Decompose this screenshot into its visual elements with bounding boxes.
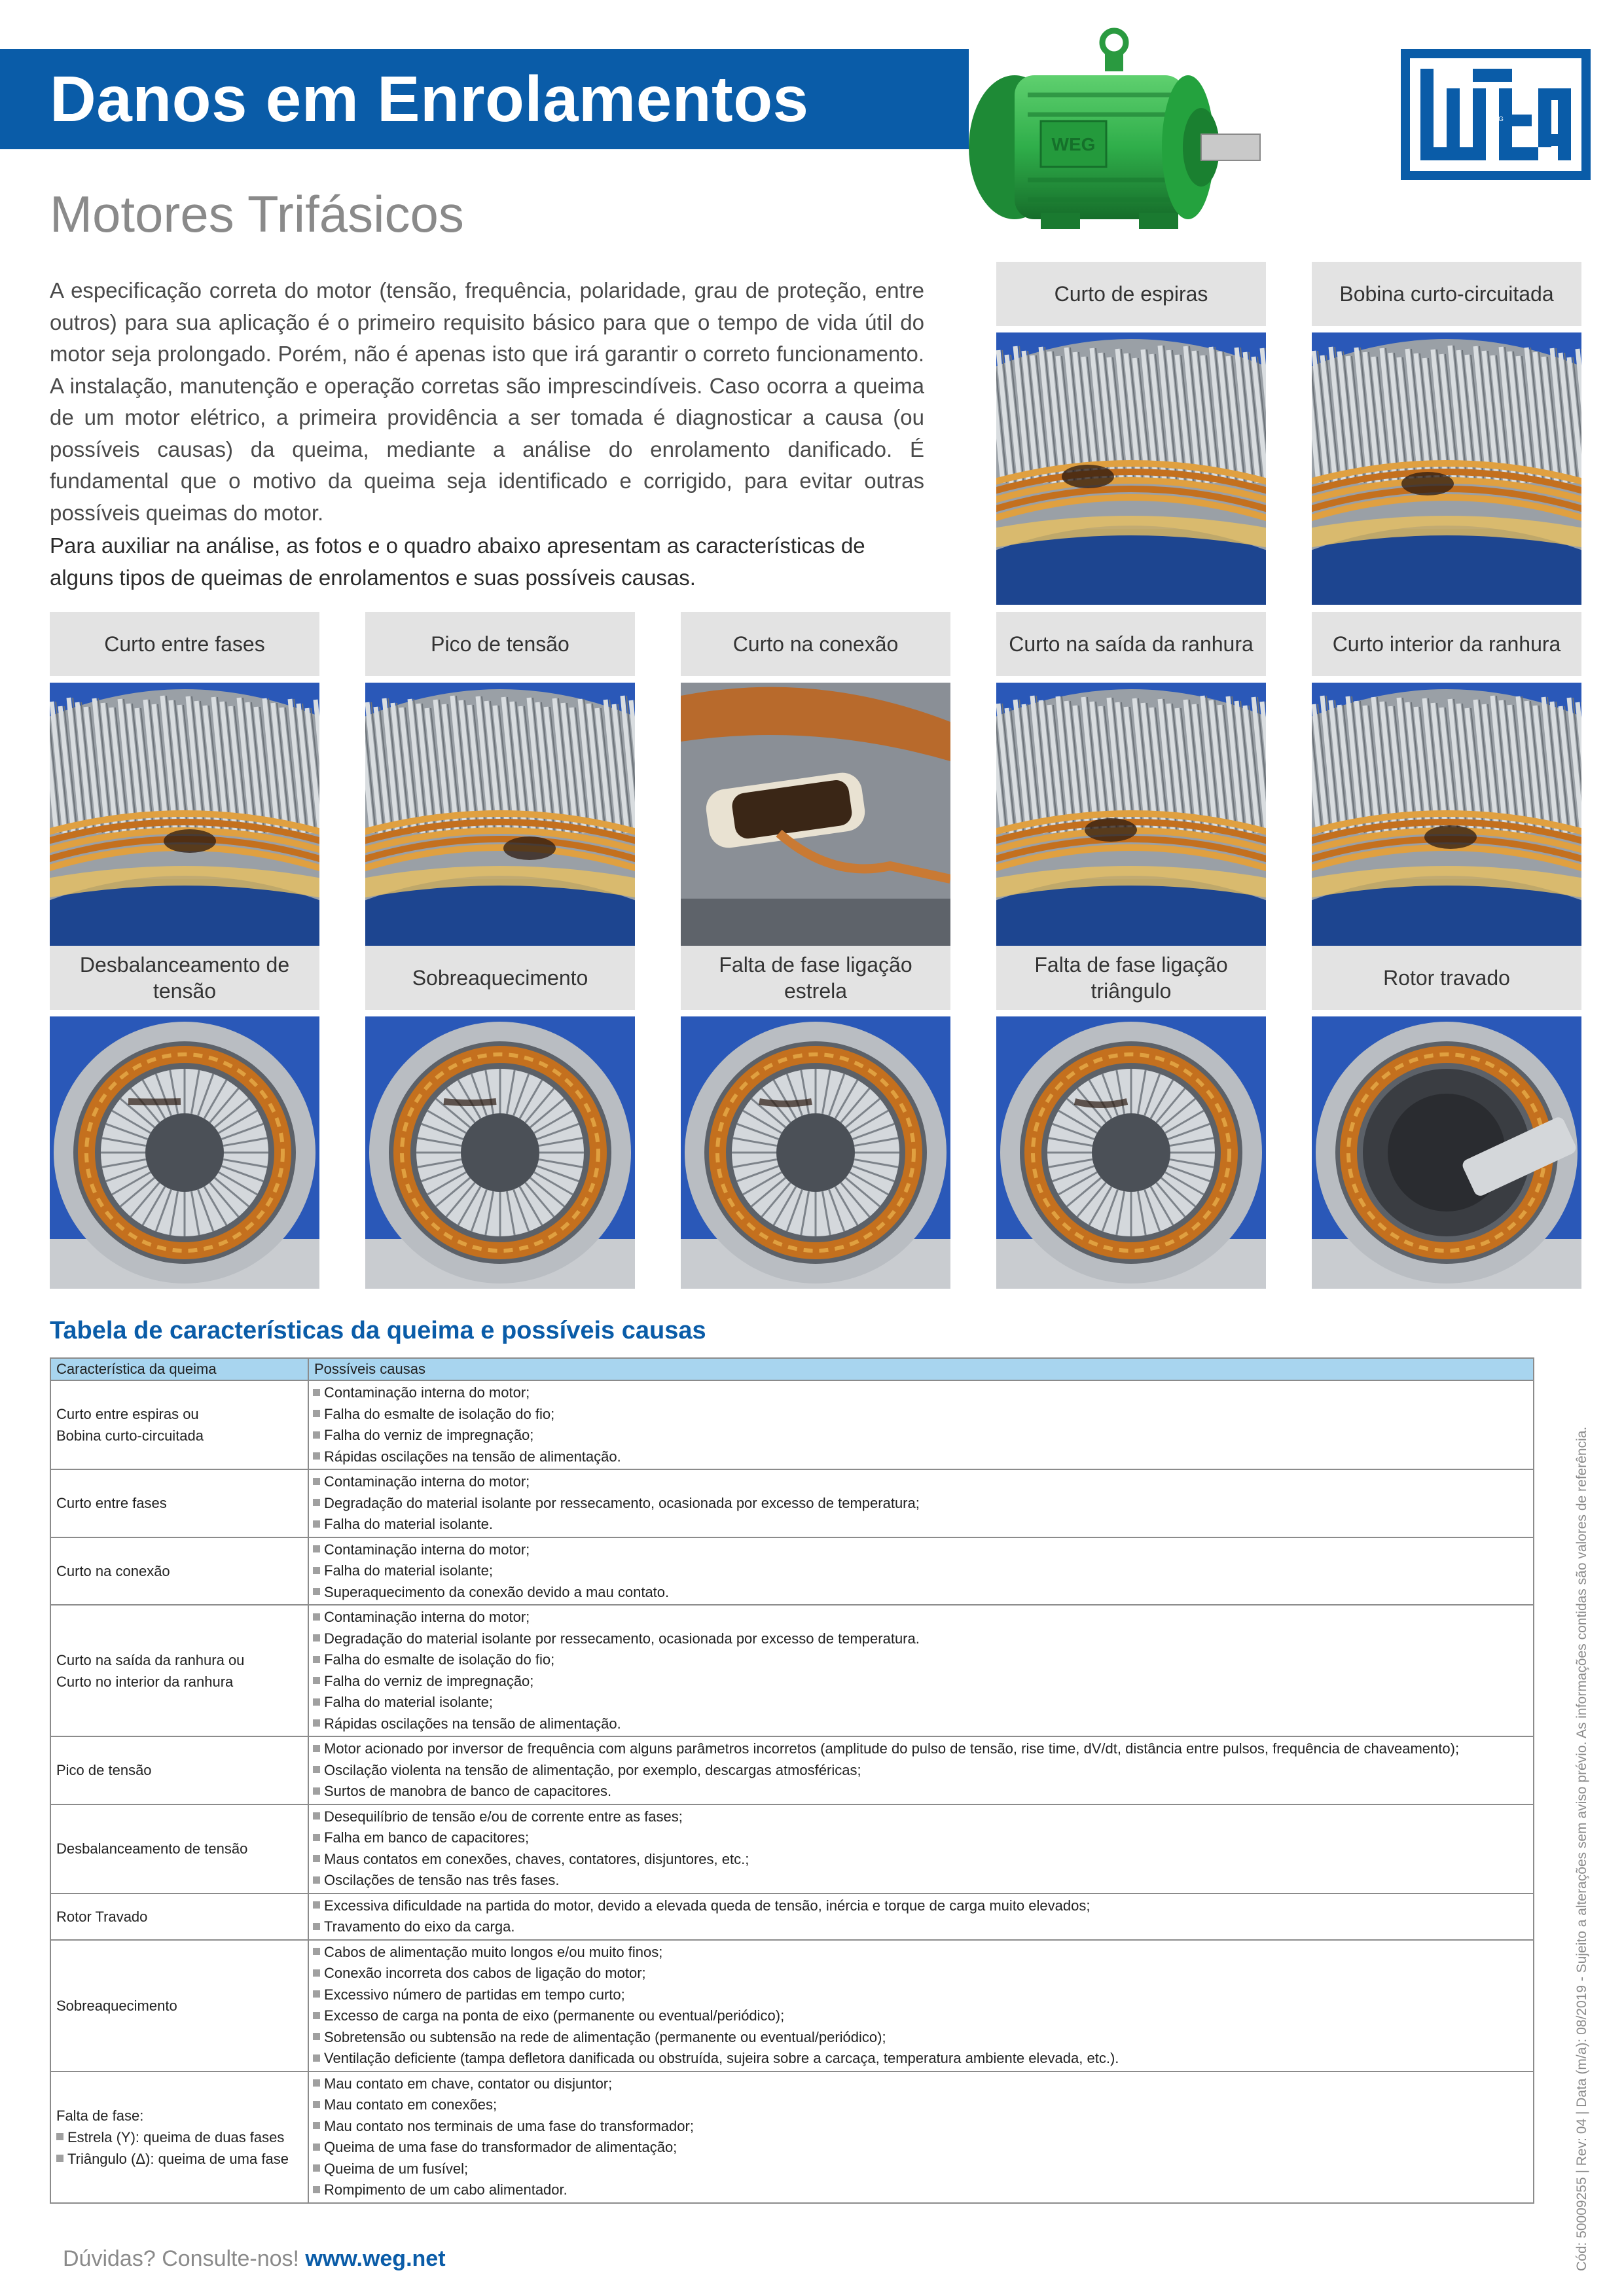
possible-causes-cell xyxy=(308,2072,1534,2203)
bullet-square-icon xyxy=(56,2155,63,2162)
table-row xyxy=(50,1469,1534,1537)
page-title: Danos em Enrolamentos xyxy=(50,63,809,135)
burn-feature-cell xyxy=(50,1605,308,1736)
bullet-square-icon xyxy=(313,1410,320,1417)
photo-tile xyxy=(681,946,950,1289)
cause-list-item: Contaminação interna do motor; xyxy=(313,1607,1529,1628)
table-row xyxy=(50,1605,1534,1736)
bullet-square-icon xyxy=(313,1990,320,1998)
bullet-square-icon xyxy=(313,1812,320,1820)
burn-feature-cell xyxy=(50,1893,308,1940)
bullet-square-icon xyxy=(313,2144,320,2151)
bullet-square-icon xyxy=(313,1677,320,1684)
title-band xyxy=(0,49,969,149)
cause-list-item: Superaquecimento da conexão devido a mau contato. xyxy=(313,1582,1529,1604)
possible-causes-cell xyxy=(308,1893,1534,1940)
photo-label: Curto entre fases xyxy=(50,612,319,676)
bullet-square-icon xyxy=(313,1969,320,1977)
photo-label: Pico de tensão xyxy=(365,612,635,676)
bullet-square-icon xyxy=(313,1855,320,1862)
stator-bore-photo xyxy=(681,1016,950,1289)
intro-paragraph-2: Para auxiliar na análise, as fotos e o quadro abaixo apresentam as características de alguns tipos de queimas de enrolamentos e suas possíveis causas. xyxy=(50,533,865,590)
cause-list-item: Excessivo número de partidas em tempo curto; xyxy=(313,1984,1529,2006)
cause-list-item: Mau contato em chave, contator ou disjuntor; xyxy=(313,2073,1529,2095)
photo-tile xyxy=(50,946,319,1289)
possible-causes-cell xyxy=(308,1469,1534,1537)
bullet-square-icon xyxy=(313,2122,320,2129)
cause-list-item: Queima de um fusível; xyxy=(313,2159,1529,2180)
burn-feature-cell xyxy=(50,2072,308,2203)
possible-causes-cell xyxy=(308,1940,1534,2072)
bullet-square-icon xyxy=(313,2012,320,2019)
burn-feature-text: Curto no interior da ranhura xyxy=(56,1673,234,1690)
bullet-square-icon xyxy=(313,2054,320,2062)
cause-list-item: Degradação do material isolante por ressecamento, ocasionada por excesso de temperatura. xyxy=(313,1628,1529,1650)
burn-feature-text: Bobina curto-circuitada xyxy=(56,1427,204,1444)
burn-feature-text: Falta de fase: xyxy=(56,2107,144,2124)
burn-feature-text: Rotor Travado xyxy=(56,1908,148,1925)
cause-list-item: Falha do esmalte de isolação do fio; xyxy=(313,1649,1529,1671)
table-header-row xyxy=(50,1358,1534,1380)
cause-list-item: Surtos de manobra de banco de capacitores. xyxy=(313,1781,1529,1803)
motor-plate-text: WEG xyxy=(1051,134,1096,154)
table-row xyxy=(50,1736,1534,1804)
stator-winding-photo xyxy=(1312,332,1581,605)
cause-list-item: Rápidas oscilações na tensão de alimentação. xyxy=(313,1446,1529,1468)
cause-list-item: Oscilações de tensão nas três fases. xyxy=(313,1870,1529,1892)
burn-feature-cell xyxy=(50,1469,308,1537)
bullet-square-icon xyxy=(313,1923,320,1930)
cause-list-item: Desequilíbrio de tensão e/ou de corrente entre as fases; xyxy=(313,1806,1529,1828)
burn-feature-cell xyxy=(50,1537,308,1605)
photo-tile xyxy=(1312,946,1581,1289)
cause-list-item: Oscilação violenta na tensão de alimentação, por exemplo, descargas atmosféricas; xyxy=(313,1760,1529,1782)
bullet-square-icon xyxy=(313,2033,320,2040)
cause-list-item: Ventilação deficiente (tampa defletora danificada ou obstruída, sujeira sobre a carcaça, temperatura ambiente elevada, etc.). xyxy=(313,2048,1529,2070)
cause-list-item: Falha do material isolante; xyxy=(313,1560,1529,1582)
burn-feature-cell xyxy=(50,1380,308,1469)
photo-label: Curto interior da ranhura xyxy=(1312,612,1581,676)
cause-list-item: Excessiva dificuldade na partida do motor, devido a elevada queda de tensão, inércia e torque de carga muito elevados; xyxy=(313,1895,1529,1917)
cause-list-item: Conexão incorreta dos cabos de ligação do motor; xyxy=(313,1963,1529,1984)
burn-feature-text: Curto na conexão xyxy=(56,1562,170,1579)
photo-tile xyxy=(1312,262,1581,605)
bullet-square-icon xyxy=(313,1634,320,1641)
bullet-square-icon xyxy=(313,1745,320,1752)
table-row xyxy=(50,1537,1534,1605)
stator-winding-photo xyxy=(1312,683,1581,955)
page-subtitle: Motores Trifásicos xyxy=(50,185,464,243)
photo-tile xyxy=(365,946,635,1289)
photo-tile xyxy=(1312,612,1581,955)
cause-list-item: Mau contato nos terminais de uma fase do transformador; xyxy=(313,2116,1529,2138)
table-row xyxy=(50,1940,1534,2072)
bullet-square-icon xyxy=(313,1613,320,1621)
bullet-square-icon xyxy=(313,1719,320,1727)
intro-paragraph-1: A especificação correta do motor (tensão, frequência, polaridade, grau de proteção, entre outros) para sua aplicação é o primeiro requisito básico para que o tempo de vida útil do motor seja prolongado. Porém, não é apenas isto que irá garantir o correto funcionamento. A instalação, manutenção e operação corretas são imprescindíveis. Caso ocorra a queima de um motor elétrico, a primeira providência a ser tomada é diagnosticar a causa (ou possíveis causas) da queima, mediante a análise do enrolamento danificado. É fundamental que o motivo da queima seja identificado e corrigido, para evitar outras possíveis queimas do motor. xyxy=(50,278,924,525)
photo-label: Curto na saída da ranhura xyxy=(996,612,1266,676)
cause-list-item: Sobretensão ou subtensão na rede de alimentação (permanente ou eventual/periódico); xyxy=(313,2027,1529,2049)
burn-feature-text: Desbalanceamento de tensão xyxy=(56,1840,248,1857)
burn-feature-cell xyxy=(50,1736,308,1804)
burn-feature-text: Estrela (Y): queima de duas fases xyxy=(56,2126,302,2148)
photo-tile xyxy=(681,612,950,955)
photo-label: Desbalanceamento de tensão xyxy=(50,946,319,1010)
cause-list-item: Falha do material isolante. xyxy=(313,1514,1529,1535)
photo-tile xyxy=(996,946,1266,1289)
table-title: Tabela de características da queima e possíveis causas xyxy=(50,1317,706,1344)
bullet-square-icon xyxy=(313,1901,320,1909)
possible-causes-cell xyxy=(308,1380,1534,1469)
footer-url-link[interactable]: www.weg.net xyxy=(305,2246,446,2271)
stator-bore-photo xyxy=(996,1016,1266,1289)
cause-list-item: Motor acionado por inversor de frequência com alguns parâmetros incorretos (amplitude do pulso de tensão, rise time, dV/dt, distância entre pulsos, frequência de chaveamento); xyxy=(313,1738,1529,1760)
possible-causes-cell xyxy=(308,1736,1534,1804)
table-row xyxy=(50,1893,1534,1940)
connection-photo xyxy=(681,683,950,955)
table-row xyxy=(50,2072,1534,2203)
cause-list-item: Mau contato em conexões; xyxy=(313,2094,1529,2116)
table-header-feature: Característica da queima xyxy=(50,1358,308,1380)
possible-causes-cell xyxy=(308,1537,1534,1605)
footer-text: Dúvidas? Consulte-nos! xyxy=(63,2246,299,2271)
bullet-square-icon xyxy=(313,2101,320,2108)
bullet-square-icon xyxy=(313,1452,320,1460)
bullet-square-icon xyxy=(313,1656,320,1663)
bullet-square-icon xyxy=(313,1876,320,1884)
logo-text: WEG xyxy=(1488,116,1504,123)
photo-label: Curto de espiras xyxy=(996,262,1266,326)
cause-list-item: Rompimento de um cabo alimentador. xyxy=(313,2179,1529,2201)
bullet-square-icon xyxy=(56,2133,63,2140)
stator-bore-photo xyxy=(50,1016,319,1289)
photo-tile xyxy=(50,612,319,955)
cause-list-item: Excesso de carga na ponta de eixo (permanente ou eventual/periódico); xyxy=(313,2005,1529,2027)
burn-feature-text: Curto entre espiras ou xyxy=(56,1406,199,1422)
photo-label: Curto na conexão xyxy=(681,612,950,676)
bullet-square-icon xyxy=(313,1766,320,1773)
bullet-square-icon xyxy=(313,1389,320,1396)
photo-tile xyxy=(996,612,1266,955)
rotor-photo xyxy=(1312,1016,1581,1289)
cause-list-item: Falha do esmalte de isolação do fio; xyxy=(313,1404,1529,1426)
burn-feature-text: Triângulo (Δ): queima de uma fase xyxy=(56,2148,302,2170)
cause-list-item: Travamento do eixo da carga. xyxy=(313,1916,1529,1938)
bullet-square-icon xyxy=(313,2186,320,2193)
burn-feature-cell xyxy=(50,1804,308,1893)
stator-winding-photo xyxy=(996,332,1266,605)
stator-winding-photo xyxy=(365,683,635,955)
burn-feature-text: Curto na saída da ranhura ou xyxy=(56,1651,245,1668)
photo-tile xyxy=(365,612,635,955)
cause-list-item: Degradação do material isolante por ressecamento, ocasionada por excesso de temperatura; xyxy=(313,1493,1529,1515)
cause-list-item: Cabos de alimentação muito longos e/ou muito finos; xyxy=(313,1942,1529,1964)
weg-logo xyxy=(1401,49,1591,180)
cause-list-item: Contaminação interna do motor; xyxy=(313,1382,1529,1404)
burn-feature-text: Sobreaquecimento xyxy=(56,1997,177,2014)
cause-list-item: Contaminação interna do motor; xyxy=(313,1471,1529,1493)
cause-list-item: Falha do material isolante; xyxy=(313,1692,1529,1713)
document-side-note: Cód: 50009255 | Rev: 04 | Data (m/a): 08/2019 - Sujeito a alterações sem aviso prévio. As informações contidas são valores de referência. xyxy=(1574,1426,1589,2271)
bullet-square-icon xyxy=(313,1834,320,1841)
burn-feature-text: Pico de tensão xyxy=(56,1762,152,1779)
bullet-square-icon xyxy=(313,1698,320,1706)
bullet-square-icon xyxy=(313,2164,320,2172)
bullet-square-icon xyxy=(313,1588,320,1595)
cause-list-item: Contaminação interna do motor; xyxy=(313,1539,1529,1561)
bullet-square-icon xyxy=(313,2079,320,2087)
intro-text xyxy=(50,275,924,594)
photo-label: Sobreaquecimento xyxy=(365,946,635,1010)
cause-list-item: Queima de uma fase do transformador de alimentação; xyxy=(313,2137,1529,2159)
table-row xyxy=(50,1380,1534,1469)
bullet-square-icon xyxy=(313,1499,320,1506)
electric-motor-illustration xyxy=(943,23,1283,245)
possible-causes-cell xyxy=(308,1804,1534,1893)
cause-list-item: Maus contatos em conexões, chaves, contatores, disjuntores, etc.; xyxy=(313,1849,1529,1871)
possible-causes-cell xyxy=(308,1605,1534,1736)
bullet-square-icon xyxy=(313,1478,320,1485)
photo-label: Bobina curto-circuitada xyxy=(1312,262,1581,326)
photo-label: Falta de fase ligação estrela xyxy=(681,946,950,1010)
stator-winding-photo xyxy=(50,683,319,955)
stator-winding-photo xyxy=(996,683,1266,955)
cause-list-item: Falha do verniz de impregnação; xyxy=(313,1425,1529,1446)
causes-table xyxy=(50,1357,1534,2204)
cause-list-item: Falha do verniz de impregnação; xyxy=(313,1671,1529,1693)
bullet-square-icon xyxy=(313,1787,320,1795)
cause-list-item: Rápidas oscilações na tensão de alimentação. xyxy=(313,1713,1529,1735)
photo-label: Falta de fase ligação triângulo xyxy=(996,946,1266,1010)
bullet-square-icon xyxy=(313,1545,320,1552)
photo-label: Rotor travado xyxy=(1312,946,1581,1010)
stator-bore-photo xyxy=(365,1016,635,1289)
footer xyxy=(63,2246,446,2272)
bullet-square-icon xyxy=(313,1567,320,1574)
burn-feature-text: Curto entre fases xyxy=(56,1495,167,1512)
table-row xyxy=(50,1804,1534,1893)
bullet-square-icon xyxy=(313,1948,320,1955)
bullet-square-icon xyxy=(313,1520,320,1528)
cause-list-item: Falha em banco de capacitores; xyxy=(313,1827,1529,1849)
photo-tile xyxy=(996,262,1266,605)
bullet-square-icon xyxy=(313,1431,320,1439)
burn-feature-cell xyxy=(50,1940,308,2072)
table-header-causes: Possíveis causas xyxy=(308,1358,1534,1380)
